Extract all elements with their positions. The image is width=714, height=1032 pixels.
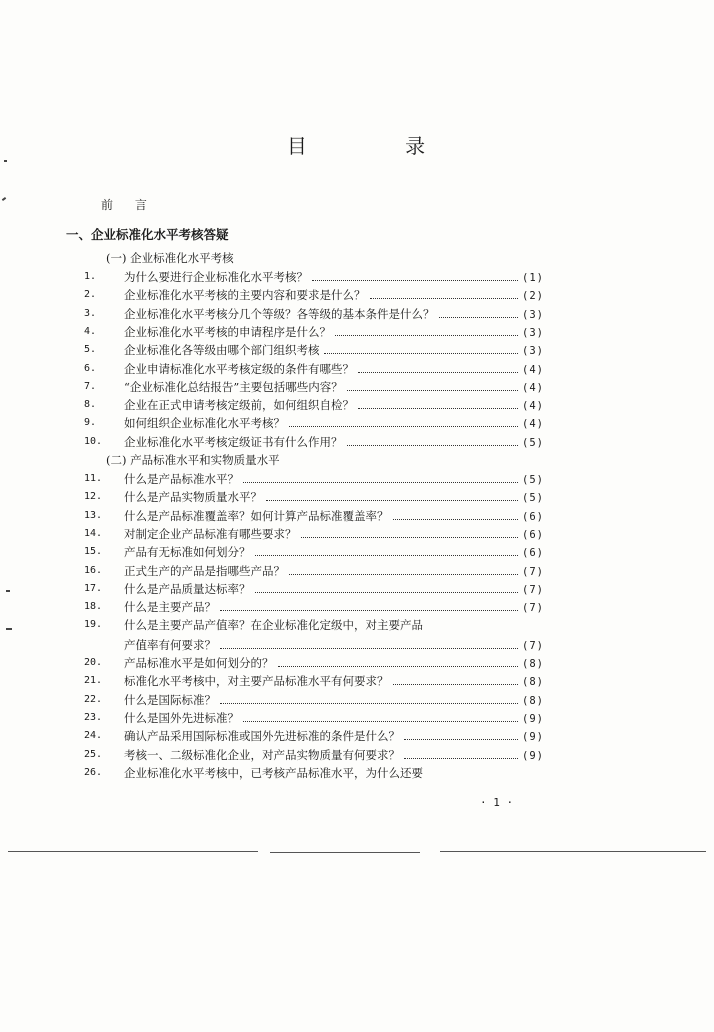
entry-number: 5.	[84, 344, 97, 356]
entry-page: (6)	[522, 510, 544, 523]
entry-number: 23.	[84, 711, 103, 723]
bottom-rule-mid	[270, 852, 420, 853]
entry-line	[124, 580, 544, 599]
entry-page: (3)	[522, 308, 544, 321]
leader-dots	[266, 488, 518, 501]
entry-number: 4.	[84, 325, 97, 337]
entry-page: (8)	[522, 676, 544, 689]
leader-dots	[255, 580, 519, 593]
toc-entry	[84, 598, 544, 616]
entry-line	[124, 470, 544, 489]
entry-line	[124, 323, 544, 342]
toc-entry	[84, 286, 544, 304]
entry-text: 企业标准化水平考核定级证书有什么作用？	[124, 434, 343, 449]
bottom-rule-right	[440, 851, 706, 852]
scan-mark	[6, 590, 10, 592]
entry-line	[124, 727, 544, 746]
toc-entry	[84, 562, 544, 580]
entry-number: 1.	[84, 271, 97, 282]
leader-dots	[393, 507, 519, 520]
toc-entry	[84, 691, 544, 709]
bottom-rule-left	[8, 851, 258, 852]
entry-number: 7.	[84, 380, 97, 392]
entry-number: 15.	[84, 546, 103, 558]
leader-dots	[220, 691, 518, 704]
toc-entry	[84, 764, 544, 782]
entry-number: 12.	[84, 491, 103, 503]
entry-page: (9)	[522, 712, 544, 725]
leader-dots	[370, 286, 519, 299]
entry-page: (7)	[522, 602, 544, 615]
page-number: · 1 ·	[480, 796, 514, 809]
entry-line	[124, 616, 544, 634]
entry-page: (9)	[522, 749, 544, 762]
entry-page: (7)	[522, 565, 544, 578]
entry-line	[124, 414, 544, 433]
toc-entry	[84, 396, 544, 414]
entry-number: 21.	[84, 675, 103, 687]
leader-dots	[289, 414, 518, 427]
entry-page: (5)	[522, 474, 544, 486]
toc-section-heading-1: (一) 企业标准化水平考核	[106, 251, 234, 265]
entry-page: (4)	[522, 363, 544, 376]
toc-entry	[84, 507, 544, 525]
entry-line	[124, 268, 544, 287]
entry-text: 什么是产品标准覆盖率？如何计算产品标准覆盖率？	[124, 508, 389, 523]
toc-entry	[84, 654, 544, 672]
toc-entry	[84, 268, 544, 286]
entry-number: 25.	[84, 748, 103, 760]
entry-number: 8.	[84, 399, 97, 411]
toc-section-heading-2: (二) 产品标准水平和实物质量水平	[106, 453, 280, 467]
entry-number: 26.	[84, 766, 103, 778]
entry-number: 3.	[84, 307, 97, 319]
toc-entry	[84, 360, 544, 378]
entry-text: 什么是国际标准？	[124, 692, 216, 707]
entry-line	[124, 378, 544, 397]
entry-number: 2.	[84, 289, 97, 301]
entry-page: (2)	[522, 290, 544, 303]
toc-entry	[84, 746, 544, 764]
leader-dots	[289, 562, 518, 575]
leader-dots	[358, 396, 518, 409]
leader-dots	[312, 268, 518, 281]
leader-dots	[358, 360, 518, 373]
entry-text: 企业申请标准化水平考核定级的条件有哪些？	[124, 361, 354, 376]
toc-entry	[84, 525, 544, 543]
entry-number: 19.	[84, 619, 103, 631]
entry-number: 22.	[84, 693, 103, 705]
entry-text: 标准化水平考核中，对主要产品标准水平有何要求？	[124, 674, 389, 689]
entry-number: 24.	[84, 730, 103, 742]
leader-dots	[243, 470, 518, 483]
entry-line	[124, 764, 544, 782]
toc-entry	[84, 616, 544, 634]
entry-number: 6.	[84, 362, 97, 374]
entry-page: (6)	[522, 547, 544, 560]
entry-line	[124, 672, 544, 691]
entry-text: 企业标准化水平考核中，已考核产品标准水平，为什么还要	[124, 765, 423, 780]
entry-line	[124, 396, 544, 415]
entry-number: 17.	[84, 582, 103, 594]
entry-line	[124, 562, 544, 581]
toc-preface	[101, 196, 147, 213]
title-char-2: 录	[405, 134, 428, 158]
toc-entry	[84, 727, 544, 745]
leader-dots	[347, 378, 518, 391]
entry-text: 企业在正式申请考核定级前，如何组织自检？	[124, 398, 354, 413]
leader-dots	[243, 709, 518, 722]
entry-page: (4)	[522, 381, 544, 394]
entry-page: (3)	[522, 326, 544, 339]
toc-entry	[84, 488, 544, 506]
toc-entry	[84, 414, 544, 432]
entry-line	[124, 305, 544, 324]
entry-line	[124, 691, 544, 710]
entry-line	[124, 543, 544, 562]
entry-text: 确认产品采用国际标准或国外先进标准的条件是什么？	[124, 729, 400, 744]
leader-dots	[347, 433, 519, 446]
toc-entry	[84, 378, 544, 396]
entry-page: (4)	[522, 400, 544, 413]
entry-text: 企业标准化各等级由哪个部门组织考核	[124, 343, 320, 358]
entry-text: 什么是主要产品？	[124, 600, 216, 615]
entry-line	[124, 598, 544, 617]
entry-text: 企业标准化水平考核的主要内容和要求是什么？	[124, 288, 366, 303]
preface-char-1: 前	[101, 198, 114, 212]
toc-entry	[84, 323, 544, 341]
leader-dots	[278, 654, 519, 667]
entry-number: 20.	[84, 657, 103, 668]
entry-number: 9.	[84, 417, 97, 429]
preface-char-2: 言	[134, 198, 147, 212]
entry-text: 企业标准化水平考核分几个等级？各等级的基本条件是什么？	[124, 306, 435, 321]
entry-line	[124, 709, 544, 728]
toc-entry	[84, 580, 544, 598]
entry-number: 18.	[84, 601, 103, 613]
leader-dots	[220, 598, 518, 611]
entry-line	[124, 488, 544, 507]
scan-mark	[4, 160, 7, 162]
entry-text: 考核一、二级标准化企业，对产品实物质量有何要求？	[124, 747, 400, 762]
entry-number: 14.	[84, 527, 103, 539]
leader-dots	[255, 543, 519, 556]
leader-dots	[301, 525, 519, 538]
toc-entry	[84, 709, 544, 727]
entry-line	[124, 433, 544, 452]
entry-number: 16.	[84, 564, 103, 576]
continuation-page: (7)	[522, 640, 544, 652]
toc-entry	[84, 672, 544, 690]
entry-line	[124, 654, 544, 673]
entry-text: 如何组织企业标准化水平考核？	[124, 416, 285, 431]
entry-text: 为什么要进行企业标准化水平考核？	[124, 270, 308, 284]
toc-entry	[84, 341, 544, 359]
entry-page: (4)	[522, 418, 544, 431]
entry-text: 产品有无标准如何划分？	[124, 545, 251, 560]
toc-entry	[84, 433, 544, 451]
entry-page: (8)	[522, 658, 544, 670]
continuation-text: 产值率有何要求？	[124, 638, 216, 652]
entry-text: 正式生产的产品是指哪些产品？	[124, 563, 285, 578]
entry-text: 什么是产品质量达标率？	[124, 581, 251, 596]
entry-line	[124, 746, 544, 765]
entry-line	[124, 360, 544, 379]
scan-mark	[2, 197, 6, 201]
toc-entry	[84, 470, 544, 488]
entry-page: (7)	[522, 583, 544, 596]
scan-mark	[6, 628, 12, 630]
entry-text: 什么是产品标准水平？	[124, 472, 239, 486]
entry-text: 什么是国外先进标准？	[124, 710, 239, 725]
leader-dots	[220, 636, 518, 649]
entry-text: 对制定企业产品标准有哪些要求？	[124, 526, 297, 541]
title-char-1: 目	[286, 134, 309, 158]
entry-line	[124, 525, 544, 544]
leader-dots	[404, 746, 518, 759]
entry-page: (5)	[522, 492, 544, 505]
toc-entry-continuation	[124, 636, 544, 654]
entry-text: 什么是产品实物质量水平？	[124, 490, 262, 505]
leader-dots	[324, 341, 519, 354]
entry-line	[124, 286, 544, 305]
entry-text: 什么是主要产品产值率？在企业标准化定级中，对主要产品	[124, 618, 423, 633]
entry-number: 13.	[84, 509, 103, 521]
entry-number: 10.	[84, 435, 103, 447]
toc-entry	[84, 305, 544, 323]
entry-page: (8)	[522, 694, 544, 707]
toc-part-heading: 一、企业标准化水平考核答疑	[66, 227, 229, 242]
page-title	[0, 130, 714, 159]
entry-text: “企业标准化总结报告”主要包括哪些内容？	[124, 379, 343, 394]
leader-dots	[439, 305, 519, 318]
entry-text: 企业标准化水平考核的申请程序是什么？	[124, 324, 331, 339]
entry-page: (5)	[522, 436, 544, 449]
entry-page: (6)	[522, 528, 544, 541]
leader-dots	[393, 672, 519, 685]
entry-text: 产品标准水平是如何划分的？	[124, 656, 274, 670]
entry-page: (1)	[522, 272, 544, 284]
entry-page: (9)	[522, 731, 544, 744]
toc-entry	[84, 543, 544, 561]
entry-line	[124, 341, 544, 360]
leader-dots	[335, 323, 518, 336]
leader-dots	[404, 727, 518, 740]
entry-number: 11.	[84, 473, 103, 484]
entry-line	[124, 507, 544, 526]
entry-page: (3)	[522, 345, 544, 358]
